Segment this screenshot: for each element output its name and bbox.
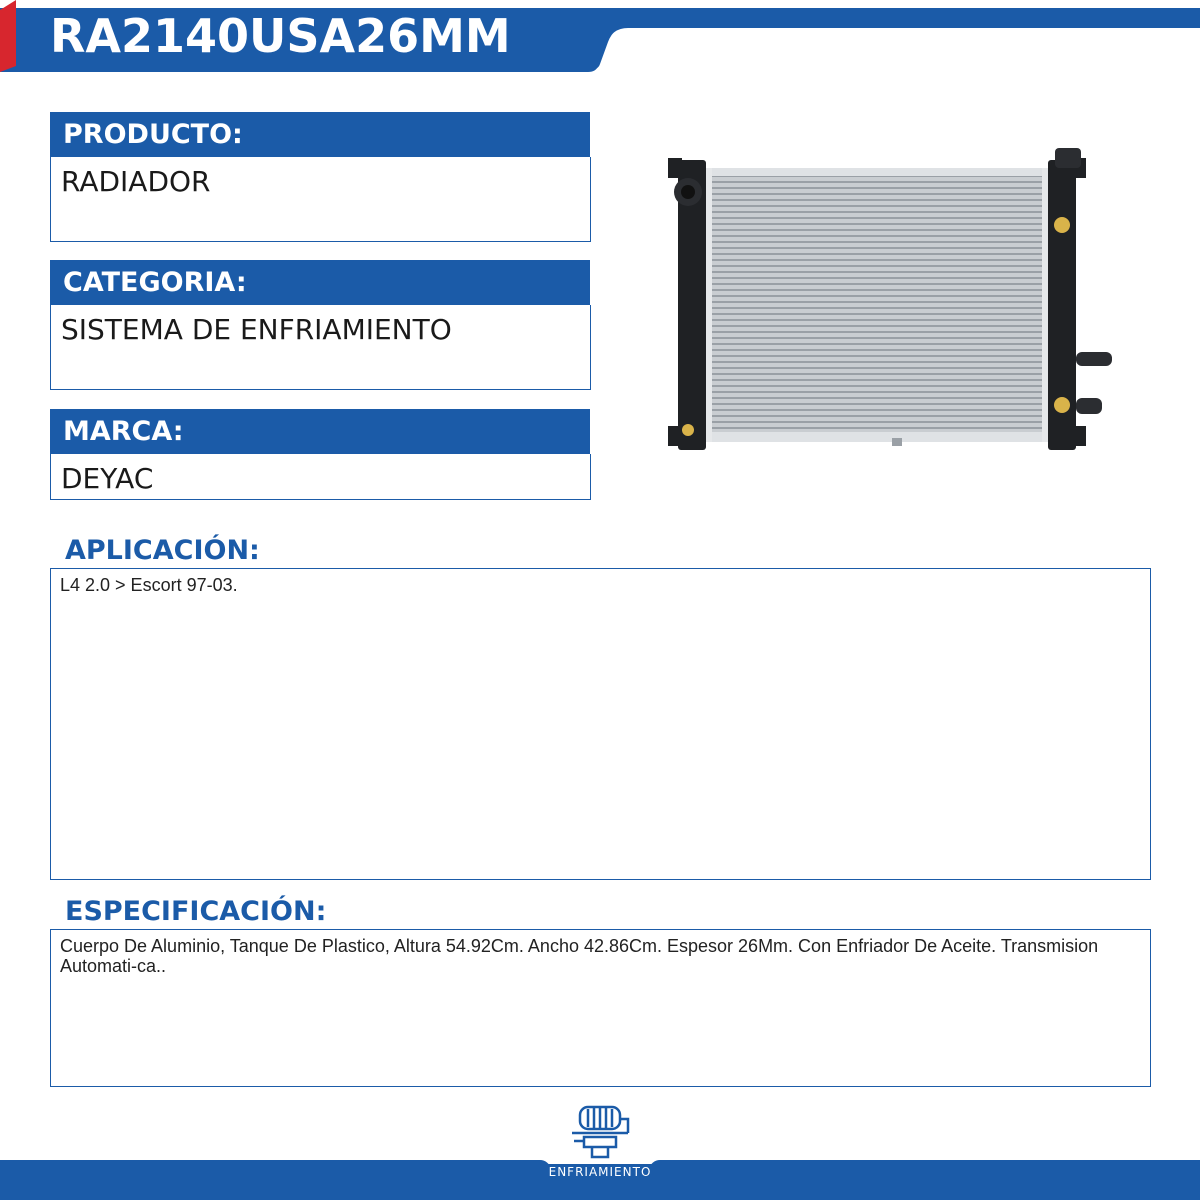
producto-label: PRODUCTO: — [50, 112, 590, 157]
radiator-product-image — [660, 130, 1130, 460]
especificacion-text: Cuerpo De Aluminio, Tanque De Plastico, Altura 54.92Cm. Ancho 42.86Cm. Espesor 26Mm. Con Enfriador De Aceite. Transmision Automati-ca.. — [50, 929, 1151, 1087]
marca-value: DEYAC — [50, 454, 591, 500]
product-code-title: RA2140USA26MM — [50, 9, 511, 63]
aplicacion-text: L4 2.0 > Escort 97-03. — [50, 568, 1151, 880]
producto-value: RADIADOR — [50, 157, 591, 242]
footer-category-label: ENFRIAMIENTO — [548, 1165, 652, 1179]
especificacion-title: ESPECIFICACIÓN: — [65, 896, 327, 927]
aplicacion-title: APLICACIÓN: — [65, 535, 260, 566]
categoria-label: CATEGORIA: — [50, 260, 590, 305]
categoria-value: SISTEMA DE ENFRIAMIENTO — [50, 305, 591, 390]
radiator-fan-icon — [566, 1103, 634, 1163]
marca-label: MARCA: — [50, 409, 590, 454]
